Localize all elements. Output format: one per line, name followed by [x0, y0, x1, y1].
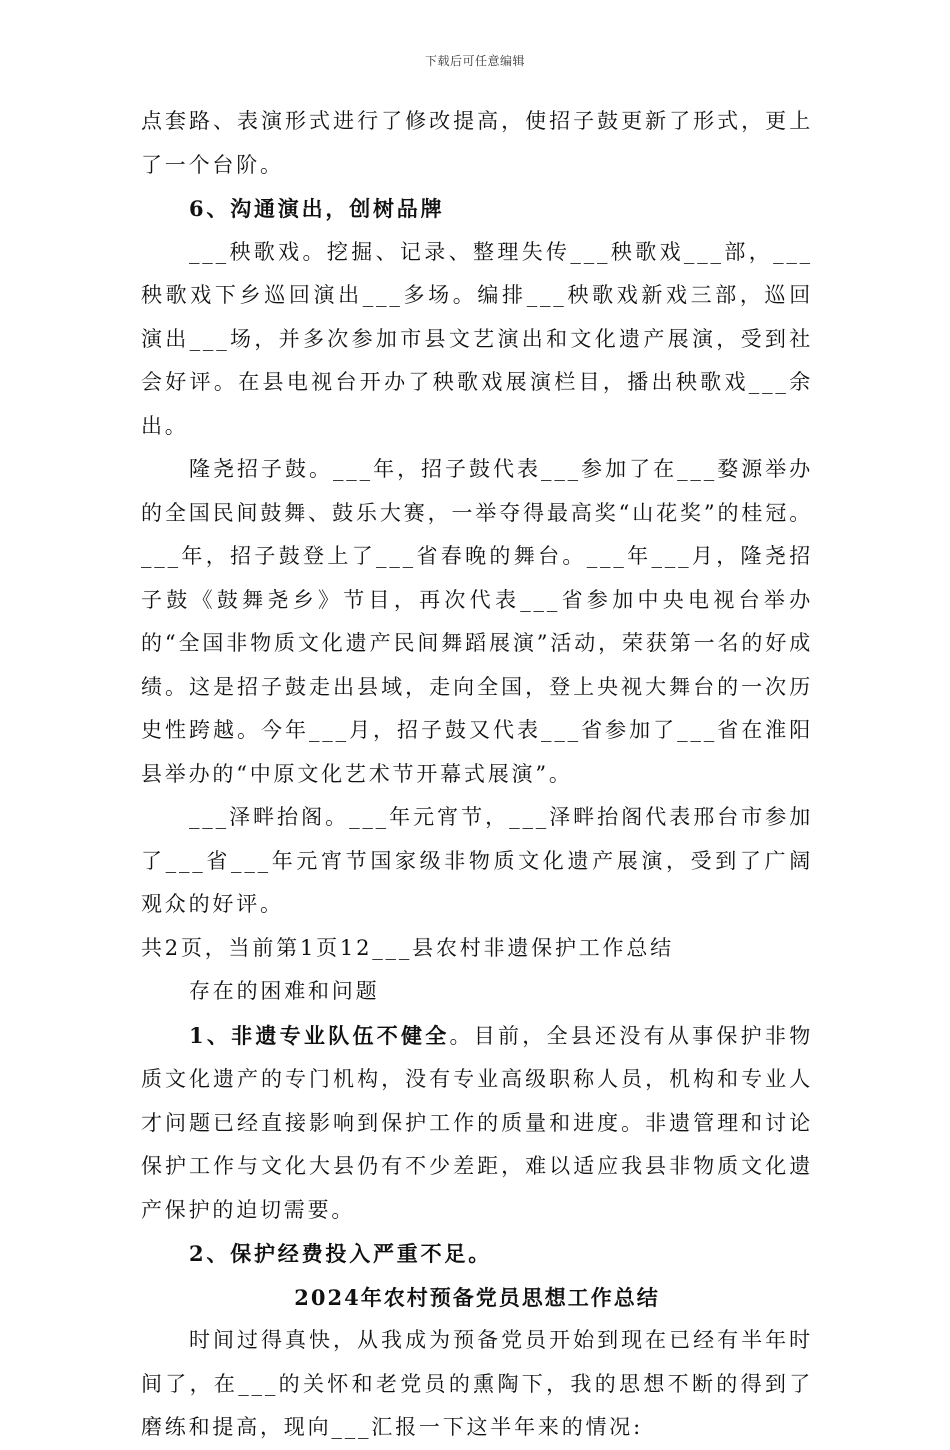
subheading-problems: 存在的困难和问题	[189, 979, 380, 1003]
section-heading-6: 6、沟通演出，创树品牌	[189, 196, 445, 221]
page-count-line: 共2页，当前第1页12___县农村非遗保护工作总结	[141, 935, 674, 960]
paragraph-zepan-taige: ___泽畔抬阁。___年元宵节，___泽畔抬阁代表邢台市参加了___省___年元宵节国家级非物质文化遗产展演，受到了广阔观众的好评。	[141, 805, 813, 916]
paragraph-intro: 时间过得真快，从我成为预备党员开始到现在已经有半年时间了，在___的关怀和老党员的熏陶下，我的思想不断的得到了磨练和提高，现向___汇报一下这半年来的情况:	[141, 1328, 813, 1439]
paragraph-continuation: 点套路、表演形式进行了修改提高，使招子鼓更新了形式，更上了一个台阶。	[141, 109, 813, 177]
paragraph-zhaozi-drum: 隆尧招子鼓。___年，招子鼓代表___参加了在___婺源举办的全国民间鼓舞、鼓乐大赛，一举夺得最高奖“山花奖”的桂冠。___年，招子鼓登上了___省春晚的舞台。___年___月，隆尧招子鼓《鼓舞尧乡》节目，再次代表___省参加中央电视台举办的“全国非物质文化遗产民间舞蹈展演”活动，荣获第一名的好成绩。这是招子鼓走出县域，走向全国，登上央视大舞台的一次历史性跨越。今年___月，招子鼓又代表___省参加了___省在淮阳县举办的“中原文化艺术节开幕式展演”。	[141, 457, 813, 786]
paragraph-yangge-opera: ___秧歌戏。挖掘、记录、整理失传___秧歌戏___部，___秧歌戏下乡巡回演出___多场。编排___秧歌戏新戏三部，巡回演出___场，并多次参加市县文艺演出和文化遗产展演，受到社会好评。在县电视台开办了秧歌戏展演栏目，播出秧歌戏___余出。	[141, 239, 813, 438]
paragraph-problem-1	[141, 1014, 813, 1233]
problem-1-heading: 1、非遗专业队伍不健全	[189, 1022, 450, 1048]
problem-2-heading: 2、保护经费投入严重不足。	[189, 1241, 493, 1266]
document-title: 2024年农村预备党员思想工作总结	[294, 1284, 660, 1310]
document-body	[141, 100, 813, 1450]
page-header: 下载后可任意编辑	[424, 54, 525, 68]
problem-1-text: 。目前，全县还没有从事保护非物质文化遗产的专门机构，没有专业高级职称人员，机构和专业人才问题已经直接影响到保护工作的质量和进度。非遗管理和讨论保护工作与文化大县仍有不少差距，难以适应我县非物质文化遗产保护的迫切需要。	[141, 1023, 813, 1222]
